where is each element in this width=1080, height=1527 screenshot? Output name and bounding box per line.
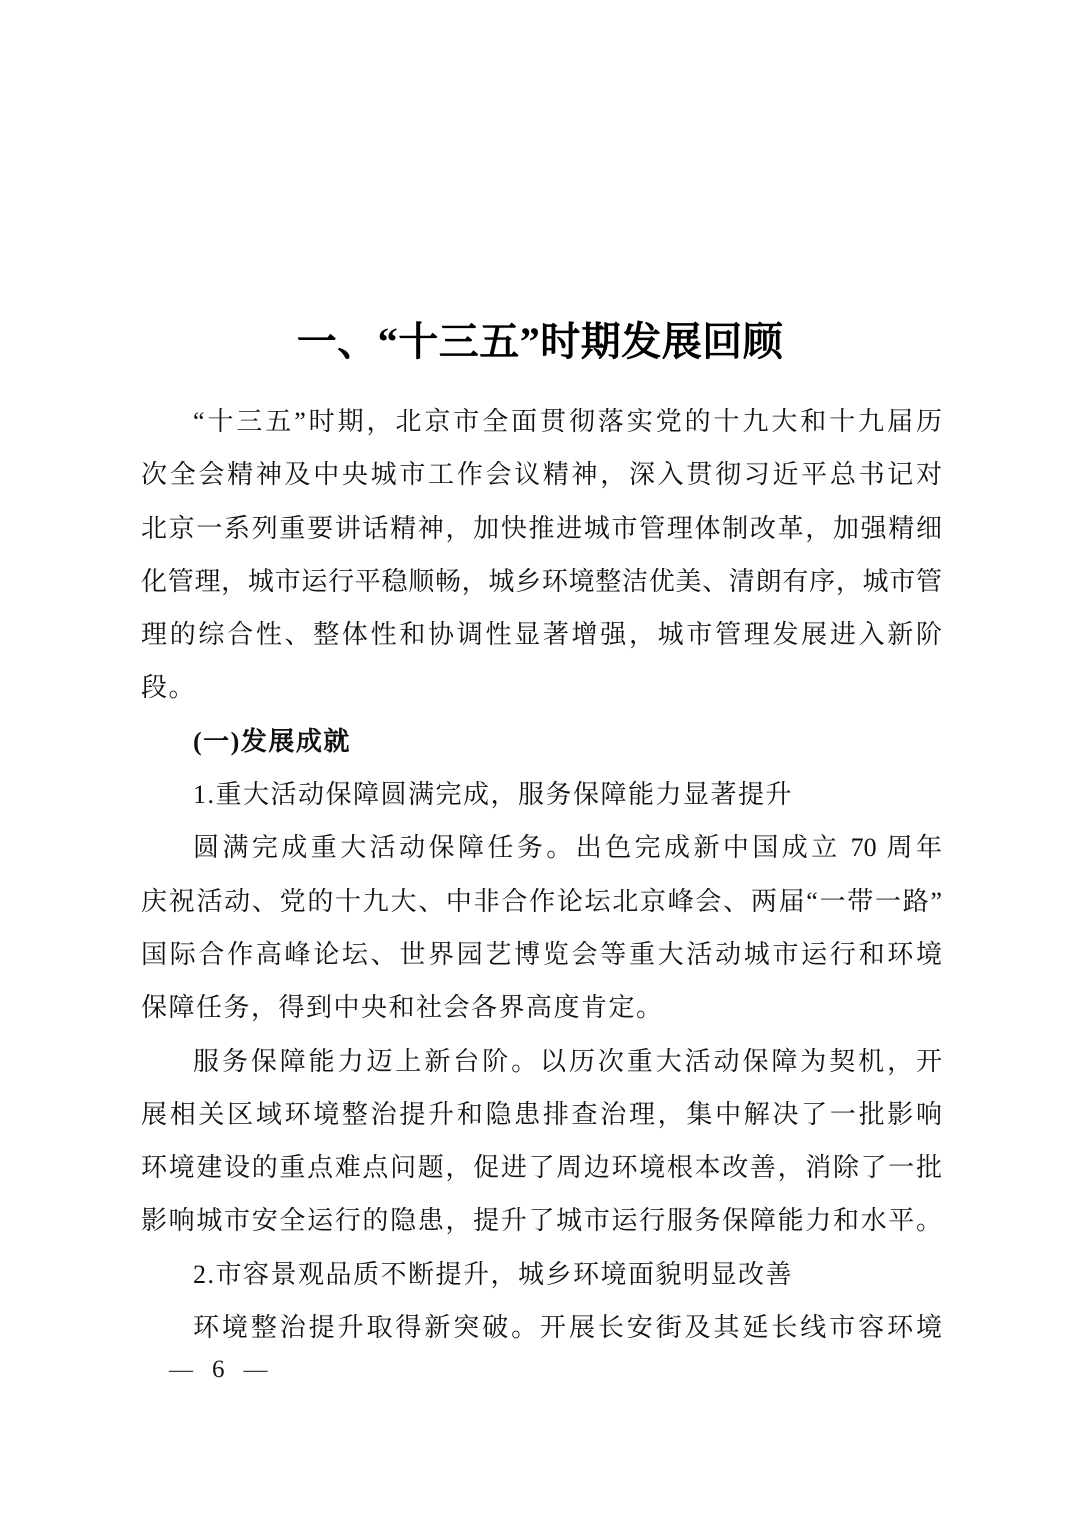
body-line: “十三五”时期，北京市全面贯彻落实党的十九大和十九届历 (193, 407, 942, 436)
footer-dash-right: — (243, 1356, 268, 1383)
section-heading: (一)发展成就 (193, 726, 351, 756)
body-line: 北京一系列重要讲话精神，加快推进城市管理体制改革，加强精细 (141, 513, 942, 543)
footer-dash-left: — (169, 1356, 193, 1383)
subsection-heading: 1.重大活动保障圆满完成，服务保障能力显著提升 (193, 780, 794, 810)
body-line: 保障任务，得到中央和社会各界高度肯定。 (141, 993, 664, 1023)
body-line: 服务保障能力迈上新台阶。以历次重大活动保障为契机，开 (193, 1046, 942, 1076)
page-title: 一、“十三五”时期发展回顾 (296, 318, 784, 364)
body-line: 影响城市安全运行的隐患，提升了城市运行服务保障能力和水平。 (141, 1206, 942, 1236)
subsection-heading: 2.市容景观品质不断提升，城乡环境面貌明显改善 (193, 1259, 794, 1289)
body-line: 理的综合性、整体性和协调性显著增强，城市管理发展进入新阶 (141, 620, 942, 650)
body-line: 庆祝活动、党的十九大、中非合作论坛北京峰会、两届“一带一路” (141, 886, 942, 916)
body-line: 次全会精神及中央城市工作会议精神，深入贯彻习近平总书记对 (141, 460, 942, 490)
body-line: 环境建设的重点难点问题，促进了周边环境根本改善，消除了一批 (141, 1153, 942, 1183)
document-body (141, 395, 942, 1354)
page-footer (169, 1356, 268, 1384)
body-line: 展相关区域环境整治提升和隐患排查治理，集中解决了一批影响 (141, 1099, 942, 1129)
body-line: 段。 (141, 673, 197, 703)
body-line: 国际合作高峰论坛、世界园艺博览会等重大活动城市运行和环境 (141, 939, 942, 969)
page-number: 6 (212, 1356, 225, 1383)
body-line: 化管理，城市运行平稳顺畅，城乡环境整洁优美、清朗有序，城市管 (141, 566, 942, 596)
body-line: 圆满完成重大活动保障任务。出色完成新中国成立 70 周年 (193, 833, 942, 863)
body-line: 环境整治提升取得新突破。开展长安街及其延长线市容环境 (193, 1313, 942, 1343)
